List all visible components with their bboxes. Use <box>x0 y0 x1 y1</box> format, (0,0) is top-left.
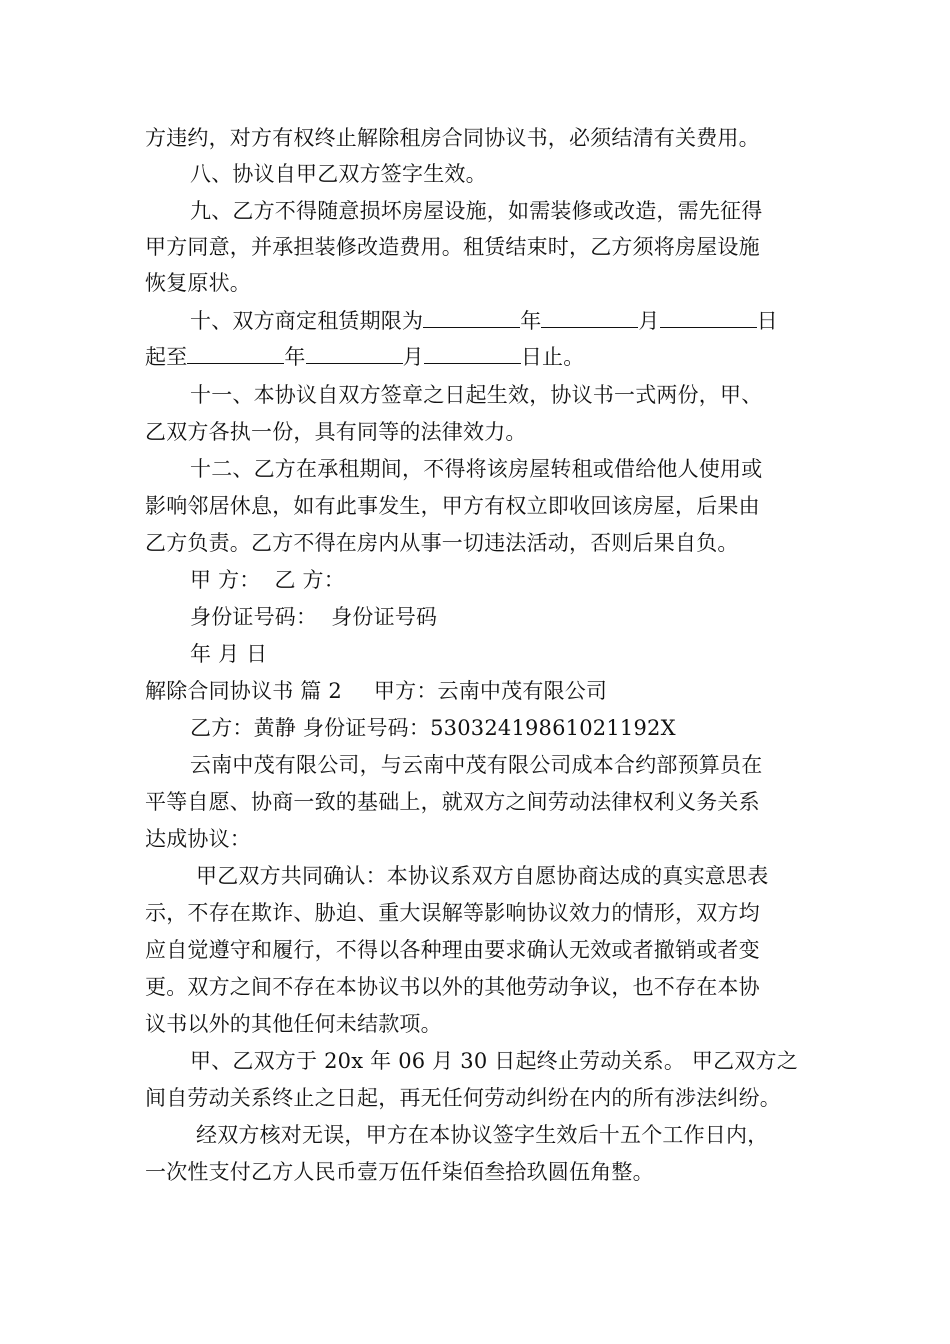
clause-10-line-1 <box>190 307 778 335</box>
blank-field-month <box>541 307 638 328</box>
intro-line-2: 平等自愿、协商一致的基础上，就双方之间劳动法律权利义务关系 <box>145 790 760 814</box>
blank-field-year <box>423 307 520 328</box>
clause-9-line-1: 九、乙方不得随意损坏房屋设施，如需装修或改造，需先征得 <box>190 199 763 223</box>
confirmation-line-3: 应自觉遵守和履行，不得以各种理由要求确认无效或者撤销或者变 <box>145 938 760 962</box>
label-day: 日 <box>756 309 778 333</box>
label-from-to: 起至 <box>145 345 188 369</box>
payment-line-2: 一次性支付乙方人民币壹万伍仟柒佰叁拾玖圆伍角整。 <box>145 1160 654 1184</box>
label-month: 月 <box>402 345 424 369</box>
label-year: 年 <box>520 309 542 333</box>
section-heading <box>145 677 607 705</box>
signature-date: 年 月 日 <box>190 642 268 666</box>
clause-9-line-2: 甲方同意，并承担装修改造费用。租赁结束时，乙方须将房屋设施 <box>145 235 760 259</box>
party-a-company: 甲方：云南中茂有限公司 <box>373 679 608 703</box>
label-year: 年 <box>284 345 306 369</box>
blank-field-day <box>424 343 521 364</box>
blank-field-day <box>660 307 757 328</box>
confirmation-line-4: 更。双方之间不存在本协议书以外的其他劳动争议，也不存在本协 <box>145 975 760 999</box>
clause-9-line-3: 恢复原状。 <box>145 271 251 295</box>
paragraph-line: 方违约，对方有权终止解除租房合同协议书，必须结清有关费用。 <box>145 126 760 150</box>
intro-line-3: 达成协议： <box>145 827 251 851</box>
termination-line-1: 甲、乙双方于 20x 年 06 月 30 日起终止劳动关系。 甲乙双方之 <box>190 1049 798 1073</box>
label-month: 月 <box>638 309 660 333</box>
clause-12-line-3: 乙方负责。乙方不得在房内从事一切违法活动，否则后果自负。 <box>145 531 739 555</box>
payment-line-1: 经双方核对无误，甲方在本协议签字生效后十五个工作日内， <box>196 1123 769 1147</box>
signature-parties <box>190 566 345 594</box>
id-number-label-b: 身份证号码 <box>331 605 438 629</box>
clause-11-line-2: 乙双方各执一份，具有同等的法律效力。 <box>145 420 527 444</box>
confirmation-line-2: 示，不存在欺诈、胁迫、重大误解等影响协议效力的情形，双方均 <box>145 901 760 925</box>
confirmation-line-5: 议书以外的其他任何未结款项。 <box>145 1012 442 1036</box>
section-title: 解除合同协议书 篇 2 <box>145 679 342 703</box>
clause-10-line-2 <box>145 343 584 371</box>
clause-12-line-2: 影响邻居休息，如有此事发生，甲方有权立即收回该房屋，后果由 <box>145 494 760 518</box>
blank-field-year <box>187 343 284 364</box>
blank-field-month <box>306 343 403 364</box>
confirmation-line-1: 甲乙双方共同确认：本协议系双方自愿协商达成的真实意思表 <box>196 864 769 888</box>
signature-id-numbers <box>190 603 437 631</box>
label-day-end: 日止。 <box>520 345 585 369</box>
id-number-label-a: 身份证号码： <box>190 605 318 629</box>
clause-8: 八、协议自甲乙双方签字生效。 <box>190 162 487 186</box>
party-b-details: 乙方：黄静 身份证号码：53032419861021192X <box>190 716 676 740</box>
party-b-label: 乙 方： <box>274 568 345 592</box>
clause-12-line-1: 十二、乙方在承租期间，不得将该房屋转租或借给他人使用或 <box>190 457 763 481</box>
intro-line-1: 云南中茂有限公司，与云南中茂有限公司成本合约部预算员在 <box>190 753 763 777</box>
termination-line-2: 间自劳动关系终止之日起，再无任何劳动纠纷在内的所有涉法纠纷。 <box>145 1086 781 1110</box>
party-a-label: 甲 方： <box>190 568 261 592</box>
clause-11-line-1: 十一、本协议自双方签章之日起生效，协议书一式两份，甲、 <box>190 383 763 407</box>
clause-10-text: 十、双方商定租赁期限为 <box>190 309 424 333</box>
